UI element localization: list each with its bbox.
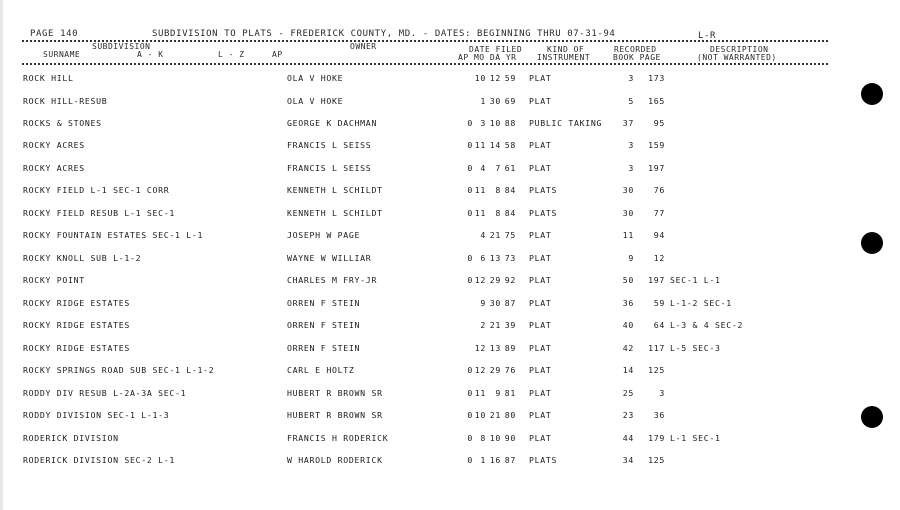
recorded-book: 30: [622, 207, 634, 218]
owner-name: GEORGE K DACHMAN: [287, 117, 378, 128]
date-ap: 0: [467, 410, 473, 420]
instrument-kind: PLAT: [529, 387, 552, 398]
subdivision-name: ROCKY FOUNTAIN ESTATES SEC-1 L-1: [23, 230, 204, 241]
date-month: 10: [474, 73, 486, 83]
col-book-page: BOOK PAGE: [613, 53, 661, 62]
col-l-z: L - Z: [218, 50, 245, 59]
subdivision-name: ROCKY RIDGE ESTATES: [23, 297, 130, 308]
recorded-book: 23: [622, 410, 634, 420]
date-day: 13: [489, 252, 501, 263]
date-month: 1: [480, 455, 486, 465]
recorded-book: 42: [622, 342, 634, 353]
date-year: 87: [504, 297, 516, 308]
owner-name: FRANCIS L SEISS: [287, 140, 372, 151]
description-text: SEC-1 L-1: [670, 275, 721, 286]
recorded-page: 165: [648, 95, 665, 106]
page-title: SUBDIVISION TO PLATS - FREDERICK COUNTY, MD. - DATES: BEGINNING THRU 07-31-94: [152, 29, 616, 39]
letter-range: L-R: [698, 31, 717, 41]
date-month: 12: [474, 275, 486, 286]
instrument-kind: PLAT: [529, 252, 552, 263]
instrument-kind: PLAT: [529, 275, 552, 286]
subdivision-name: RODERICK DIVISION SEC-2 L-1: [23, 455, 175, 465]
table-row: [0, 365, 900, 379]
description-text: L-5 SEC-3: [670, 342, 721, 353]
table-row: [0, 298, 900, 312]
description-text: L-3 & 4 SEC-2: [670, 320, 744, 331]
page-number: PAGE 140: [30, 29, 79, 39]
recorded-book: 3: [628, 162, 634, 173]
date-year: 92: [504, 275, 516, 286]
recorded-page: 36: [653, 410, 665, 420]
recorded-page: 76: [653, 185, 665, 196]
instrument-kind: PUBLIC TAKING: [529, 117, 603, 128]
date-day: 10: [489, 432, 501, 443]
instrument-kind: PLAT: [529, 410, 552, 420]
date-month: 10: [474, 410, 486, 420]
subdivision-name: ROCKY ACRES: [23, 140, 85, 151]
date-year: 88: [504, 117, 516, 128]
col-not-warranted: (NOT WARRANTED): [697, 53, 777, 62]
col-instrument: INSTRUMENT: [537, 53, 591, 62]
recorded-page: 159: [648, 140, 665, 151]
date-ap: 0: [467, 117, 473, 128]
instrument-kind: PLAT: [529, 73, 552, 83]
recorded-book: 3: [628, 73, 634, 83]
instrument-kind: PLAT: [529, 342, 552, 353]
date-year: 84: [504, 207, 516, 218]
table-row: [0, 73, 900, 87]
instrument-kind: PLAT: [529, 365, 552, 376]
owner-name: W HAROLD RODERICK: [287, 455, 383, 465]
recorded-book: 9: [628, 252, 634, 263]
subdivision-name: ROCK HILL-RESUB: [23, 95, 108, 106]
date-ap: 0: [467, 365, 473, 376]
date-day: 9: [495, 387, 501, 398]
owner-name: FRANCIS H RODERICK: [287, 432, 389, 443]
table-row: [0, 96, 900, 110]
owner-name: ORREN F STEIN: [287, 320, 361, 331]
date-year: 80: [504, 410, 516, 420]
recorded-book: 40: [622, 320, 634, 331]
owner-name: KENNETH L SCHILDT: [287, 207, 383, 218]
recorded-page: 12: [653, 252, 665, 263]
subdivision-name: ROCKS & STONES: [23, 117, 102, 128]
owner-name: OLA V HOKE: [287, 95, 344, 106]
recorded-page: 197: [648, 162, 665, 173]
owner-name: CHARLES M FRY-JR: [287, 275, 378, 286]
date-month: 11: [474, 185, 486, 196]
date-year: 69: [504, 95, 516, 106]
date-day: 16: [489, 455, 501, 465]
recorded-book: 36: [622, 297, 634, 308]
recorded-book: 3: [628, 140, 634, 151]
subdivision-name: ROCKY POINT: [23, 275, 85, 286]
header-rule-bottom: [22, 63, 828, 65]
recorded-book: 30: [622, 185, 634, 196]
owner-name: OLA V HOKE: [287, 73, 344, 83]
date-year: 89: [504, 342, 516, 353]
col-a-k: A - K: [137, 50, 164, 59]
table-row: [0, 163, 900, 177]
date-month: 6: [480, 252, 486, 263]
col-date-sub: AP MO DA YR: [458, 53, 517, 62]
owner-name: HUBERT R BROWN SR: [287, 387, 383, 398]
subdivision-name: ROCKY KNOLL SUB L-1-2: [23, 252, 142, 263]
recorded-page: 3: [659, 387, 665, 398]
table-row: [0, 410, 900, 424]
subdivision-name: ROCKY FIELD L-1 SEC-1 CORR: [23, 185, 170, 196]
instrument-kind: PLATS: [529, 455, 558, 465]
date-month: 9: [480, 297, 486, 308]
date-month: 1: [480, 95, 486, 106]
date-day: 21: [489, 320, 501, 331]
recorded-page: 117: [648, 342, 665, 353]
date-ap: 0: [467, 140, 473, 151]
owner-name: CARL E HOLTZ: [287, 365, 355, 376]
date-month: 12: [474, 365, 486, 376]
col-owner: OWNER: [350, 42, 377, 51]
date-month: 11: [474, 387, 486, 398]
recorded-page: 197: [648, 275, 665, 286]
table-row: [0, 185, 900, 199]
instrument-kind: PLAT: [529, 162, 552, 173]
table-row: [0, 455, 900, 469]
recorded-page: 173: [648, 73, 665, 83]
table-row: [0, 320, 900, 334]
date-year: 61: [504, 162, 516, 173]
table-row: [0, 275, 900, 289]
date-year: 76: [504, 365, 516, 376]
recorded-page: 64: [653, 320, 665, 331]
punch-hole-bottom: [861, 406, 883, 428]
recorded-book: 44: [622, 432, 634, 443]
date-ap: 0: [467, 252, 473, 263]
date-ap: 0: [467, 387, 473, 398]
date-year: 73: [504, 252, 516, 263]
recorded-book: 37: [622, 117, 634, 128]
recorded-book: 25: [622, 387, 634, 398]
owner-name: ORREN F STEIN: [287, 297, 361, 308]
subdivision-name: ROCKY SPRINGS ROAD SUB SEC-1 L-1-2: [23, 365, 215, 376]
recorded-page: 94: [653, 230, 665, 241]
table-row: [0, 433, 900, 447]
subdivision-name: ROCKY RIDGE ESTATES: [23, 320, 130, 331]
date-day: 21: [489, 410, 501, 420]
date-ap: 0: [467, 455, 473, 465]
date-ap: 0: [467, 185, 473, 196]
recorded-book: 14: [622, 365, 634, 376]
recorded-book: 5: [628, 95, 634, 106]
col-surname: SURNAME: [43, 50, 81, 59]
date-day: 12: [489, 73, 501, 83]
date-month: 4: [480, 230, 486, 241]
date-month: 3: [480, 117, 486, 128]
date-day: 29: [489, 275, 501, 286]
date-ap: 0: [467, 162, 473, 173]
owner-name: ORREN F STEIN: [287, 342, 361, 353]
instrument-kind: PLAT: [529, 230, 552, 241]
subdivision-name: RODDY DIV RESUB L-2A-3A SEC-1: [23, 387, 187, 398]
table-row: [0, 343, 900, 357]
date-year: 75: [504, 230, 516, 241]
date-day: 13: [489, 342, 501, 353]
subdivision-name: RODDY DIVISION SEC-1 L-1-3: [23, 410, 170, 420]
instrument-kind: PLAT: [529, 432, 552, 443]
recorded-page: 179: [648, 432, 665, 443]
punch-hole-middle: [861, 232, 883, 254]
date-month: 11: [474, 140, 486, 151]
date-year: 81: [504, 387, 516, 398]
instrument-kind: PLATS: [529, 207, 558, 218]
subdivision-name: ROCK HILL: [23, 73, 74, 83]
table-row: [0, 118, 900, 132]
owner-name: FRANCIS L SEISS: [287, 162, 372, 173]
table-row: [0, 208, 900, 222]
subdivision-name: ROCKY RIDGE ESTATES: [23, 342, 130, 353]
instrument-kind: PLAT: [529, 95, 552, 106]
date-ap: 0: [467, 275, 473, 286]
description-text: L-1 SEC-1: [670, 432, 721, 443]
recorded-page: 77: [653, 207, 665, 218]
date-year: 90: [504, 432, 516, 443]
table-row: [0, 230, 900, 244]
date-month: 12: [474, 342, 486, 353]
subdivision-name: RODERICK DIVISION: [23, 432, 119, 443]
instrument-kind: PLAT: [529, 297, 552, 308]
col-recorded: RECORDED: [614, 45, 657, 54]
date-day: 10: [489, 117, 501, 128]
subdivision-name: ROCKY FIELD RESUB L-1 SEC-1: [23, 207, 175, 218]
punch-hole-top: [861, 83, 883, 105]
date-year: 39: [504, 320, 516, 331]
date-year: 87: [504, 455, 516, 465]
instrument-kind: PLATS: [529, 185, 558, 196]
instrument-kind: PLAT: [529, 140, 552, 151]
date-day: 8: [495, 185, 501, 196]
recorded-page: 59: [653, 297, 665, 308]
table-row: [0, 388, 900, 402]
recorded-book: 50: [622, 275, 634, 286]
date-year: 59: [504, 73, 516, 83]
date-day: 14: [489, 140, 501, 151]
date-day: 21: [489, 230, 501, 241]
col-kind-of: KIND OF: [547, 45, 585, 54]
col-description: DESCRIPTION: [710, 45, 769, 54]
date-month: 8: [480, 432, 486, 443]
recorded-page: 125: [648, 455, 665, 465]
date-day: 8: [495, 207, 501, 218]
recorded-book: 11: [622, 230, 634, 241]
owner-name: WAYNE W WILLIAR: [287, 252, 372, 263]
owner-name: HUBERT R BROWN SR: [287, 410, 383, 420]
date-month: 11: [474, 207, 486, 218]
col-ap-left: AP: [272, 50, 283, 59]
owner-name: JOSEPH W PAGE: [287, 230, 361, 241]
date-month: 4: [480, 162, 486, 173]
date-day: 7: [495, 162, 501, 173]
date-day: 30: [489, 95, 501, 106]
date-day: 29: [489, 365, 501, 376]
date-ap: 0: [467, 207, 473, 218]
date-month: 2: [480, 320, 486, 331]
table-row: [0, 140, 900, 154]
date-day: 30: [489, 297, 501, 308]
date-year: 84: [504, 185, 516, 196]
date-ap: 0: [467, 432, 473, 443]
recorded-page: 125: [648, 365, 665, 376]
subdivision-name: ROCKY ACRES: [23, 162, 85, 173]
recorded-book: 34: [622, 455, 634, 465]
recorded-page: 95: [653, 117, 665, 128]
owner-name: KENNETH L SCHILDT: [287, 185, 383, 196]
instrument-kind: PLAT: [529, 320, 552, 331]
col-subdivision: SUBDIVISION: [92, 42, 151, 51]
description-text: L-1-2 SEC-1: [670, 297, 732, 308]
date-year: 58: [504, 140, 516, 151]
col-date-filed: DATE FILED: [469, 45, 523, 54]
table-row: [0, 253, 900, 267]
